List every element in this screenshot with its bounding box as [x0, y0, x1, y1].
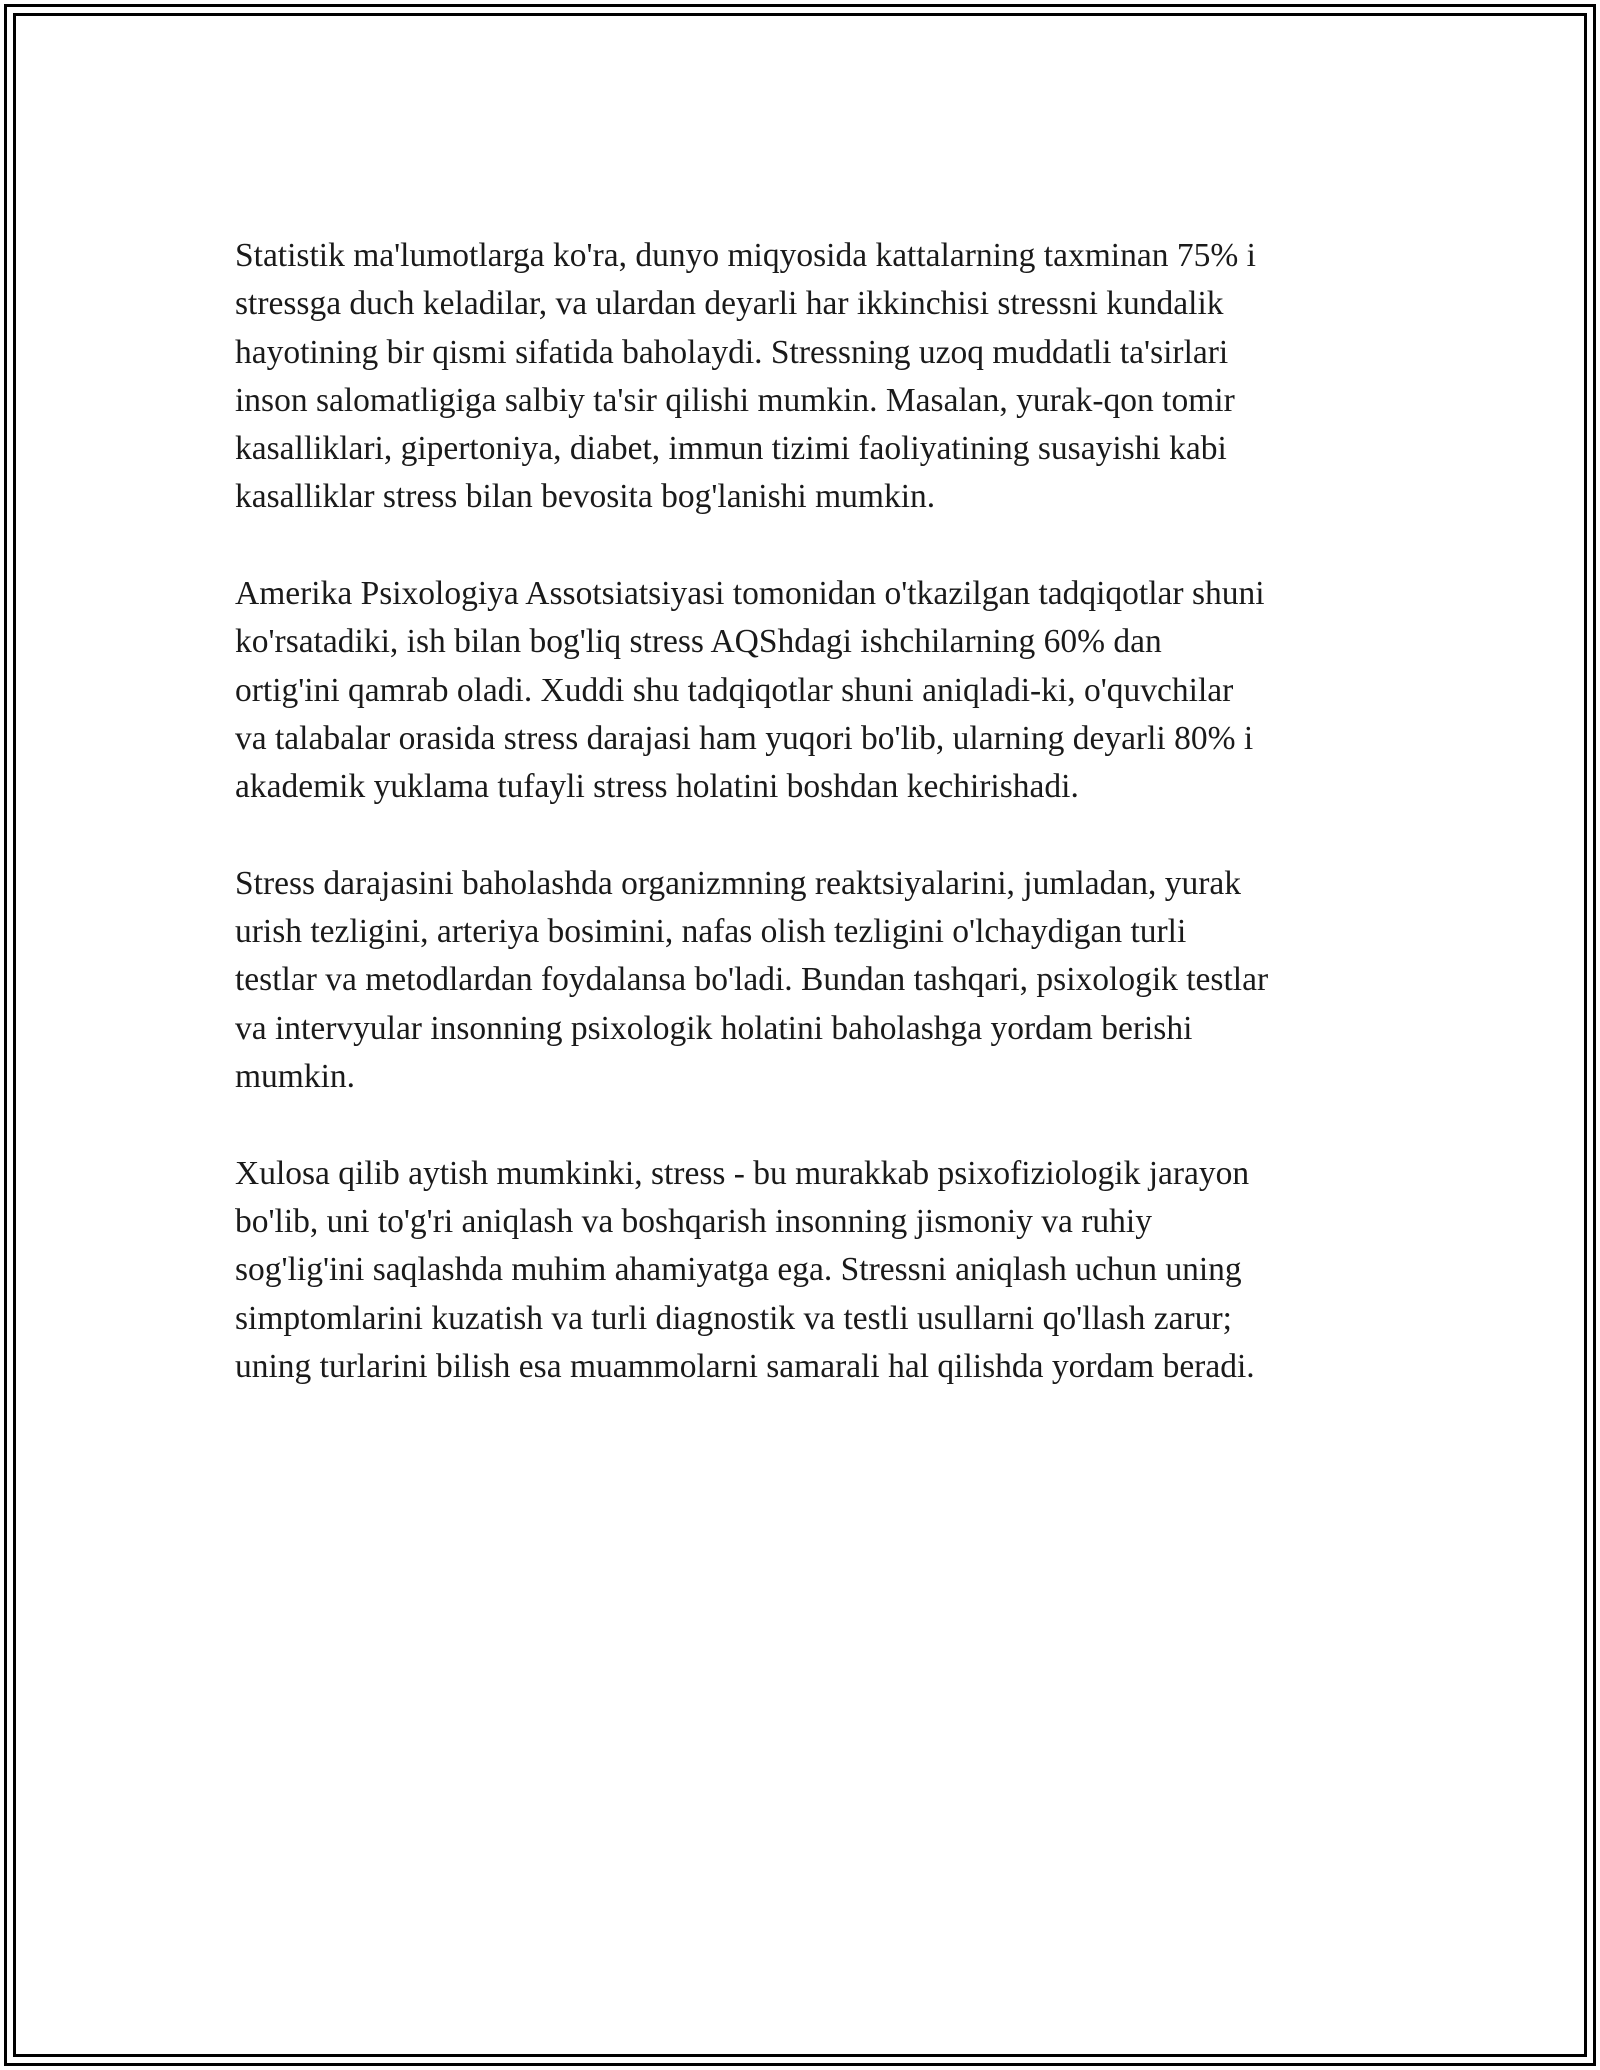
text-line: ortig'ini qamrab oladi. Xuddi shu tadqiqotlar shuni aniqladi-ki, o'quvchilar — [235, 671, 1234, 709]
text-line: hayotining bir qismi sifatida baholaydi. Stressning uzoq muddatli ta'sirlari — [235, 333, 1229, 371]
text-line: ko'rsatadiki, ish bilan bog'liq stress AQShdagi ishchilarning 60% dan — [235, 623, 1162, 661]
paragraph-3 — [235, 860, 1385, 1101]
text-line: sog'lig'ini saqlashda muhim ahamiyatga ega. Stressni aniqlash uchun uning — [235, 1251, 1242, 1289]
text-line: simptomlarini kuzatish va turli diagnostik va testli usullarni qo'llash zarur; — [235, 1299, 1232, 1337]
text-line: uning turlarini bilish esa muammolarni samarali hal qilishda yordam beradi. — [235, 1347, 1255, 1385]
text-line: akademik yuklama tufayli stress holatini boshdan kechirishadi. — [235, 768, 1079, 806]
document-body — [235, 232, 1385, 1439]
text-line: va intervyular insonning psixologik holatini baholashga yordam berishi — [235, 1009, 1193, 1047]
paragraph-1 — [235, 232, 1385, 522]
text-line: Xulosa qilib aytish mumkinki, stress - bu murakkab psixofiziologik jarayon — [235, 1154, 1250, 1192]
text-line: Amerika Psixologiya Assotsiatsiyasi tomonidan o'tkazilgan tadqiqotlar shuni — [235, 575, 1265, 613]
text-line: kasalliklari, gipertoniya, diabet, immun tizimi faoliyatining susayishi kabi — [235, 430, 1227, 468]
paragraph-2 — [235, 570, 1385, 811]
text-line: stressga duch keladilar, va ulardan deyarli har ikkinchisi stressni kundalik — [235, 285, 1224, 323]
text-line: bo'lib, uni to'g'ri aniqlash va boshqarish insonning jismoniy va ruhiy — [235, 1202, 1152, 1240]
text-line: kasalliklar stress bilan bevosita bog'lanishi mumkin. — [235, 478, 936, 516]
text-line: mumkin. — [235, 1058, 356, 1096]
text-line: inson salomatligiga salbiy ta'sir qilishi mumkin. Masalan, yurak-qon tomir — [235, 381, 1235, 419]
text-line: Stress darajasini baholashda organizmning reaktsiyalarini, jumladan, yurak — [235, 864, 1241, 902]
text-line: va talabalar orasida stress darajasi ham yuqori bo'lib, ularning deyarli 80% i — [235, 719, 1254, 757]
text-line: Statistik ma'lumotlarga ko'ra, dunyo miqyosida kattalarning taxminan 75% i — [235, 237, 1256, 274]
text-line: urish tezligini, arteriya bosimini, nafas olish tezligini o'lchaydigan turli — [235, 913, 1187, 951]
text-line: testlar va metodlardan foydalansa bo'ladi. Bundan tashqari, psixologik testlar — [235, 961, 1269, 999]
paragraph-4 — [235, 1150, 1385, 1391]
